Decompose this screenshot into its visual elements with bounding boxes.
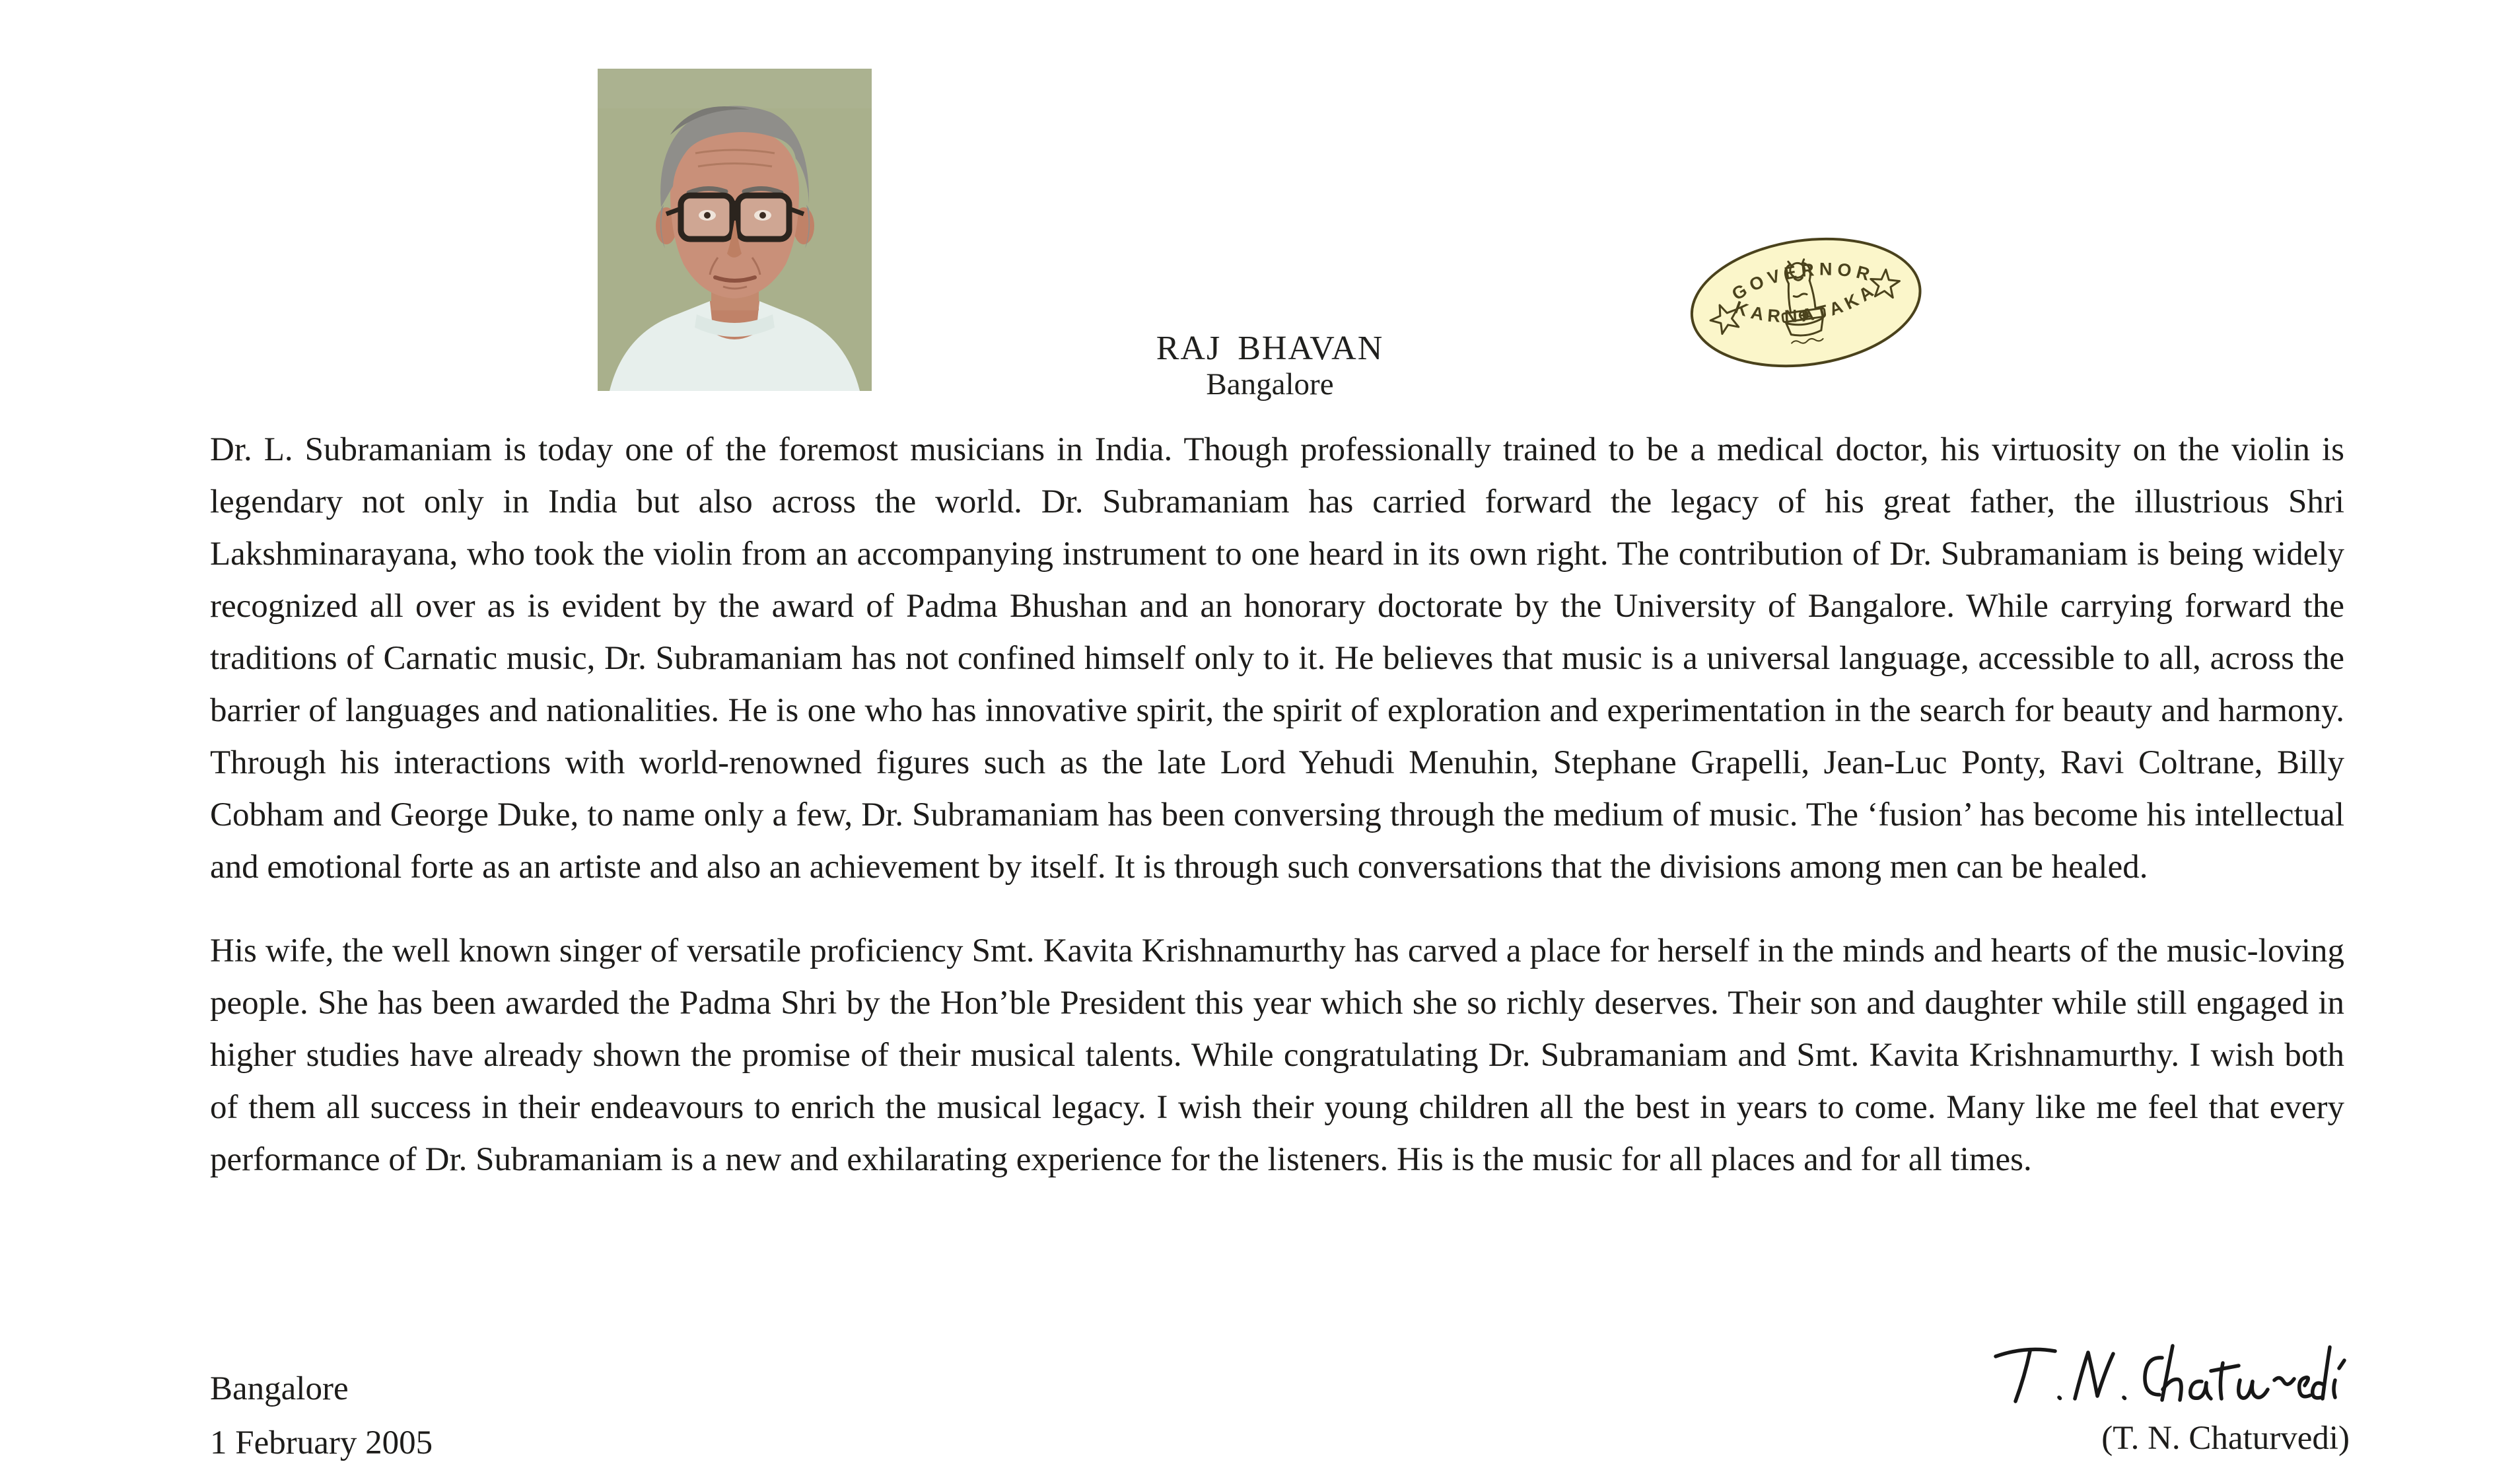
signoff-place-date — [210, 1362, 433, 1470]
portrait-photo — [598, 69, 872, 391]
letterhead-office-name: RAJ BHAVAN — [1156, 330, 1384, 367]
letterhead-city: Bangalore — [1206, 367, 1334, 402]
seal-arc-bottom-text: KARNATAKA — [1732, 279, 1881, 327]
signature-printed-name: (T. N. Chaturvedi) — [2101, 1420, 2350, 1457]
letter-body — [210, 424, 2344, 1186]
handwritten-signature — [1989, 1338, 2348, 1418]
portrait-illustration — [598, 69, 872, 391]
paragraph-2: His wife, the well known singer of versatile proficiency Smt. Kavita Krishnamurthy has carved a place for herself in the minds and hearts of the music-loving people. She has been awarded the Padma Shri by the Hon’ble President this year which she so richly deserves. Their son and daughter while still engaged in higher studies have already shown the promise of their musical talents. While congratulating Dr. Subramaniam and Smt. Kavita Krishnamurthy. I wish both of them all success in their endeavours to enrich the musical legacy. I wish their young children all the best in years to come. Many like me feel that every performance of Dr. Subramaniam is a new and exhilarating experience for the listeners. His is the music for all places and for all times. — [210, 932, 2344, 1178]
governor-karnataka-seal-icon — [1677, 219, 1934, 389]
signoff-date: 1 February 2005 — [210, 1424, 433, 1461]
paragraph-1: Dr. L. Subramaniam is today one of the foremost musicians in India. Though professionally trained to be a medical doctor, his virtuosity on the violin is legendary not only in India but also across the world. Dr. Subramaniam has carried forward the legacy of his great father, the illustrious Shri Lakshminarayana, who took the violin from an accompanying instrument to one heard in its own right. The contribution of Dr. Subramaniam is being widely recognized all over as is evident by the award of Padma Bhushan and an honorary doctorate by the University of Bangalore. While carrying forward the traditions of Carnatic music, Dr. Subramaniam has not confined himself only to it. He believes that music is a universal language, accessible to all, across the barrier of languages and nationalities. He is one who has innovative spirit, the spirit of exploration and experimentation in the search for beauty and harmony. Through his interactions with world-renowned figures such as the late Lord Yehudi Menuhin, Stephane Grapelli, Jean-Luc Ponty, Ravi Coltrane, Billy Cobham and George Duke, to name only a few, Dr. Subramaniam has been conversing through the medium of music. The ‘fusion’ has become his intellectual and emotional forte as an artiste and also an achievement by itself. It is through such conversations that the divisions among men can be healed. — [210, 431, 2344, 886]
seal-arc-top-text: GOVERNOR — [1728, 259, 1877, 304]
letterhead — [1156, 330, 1384, 402]
signoff-place: Bangalore — [210, 1370, 349, 1407]
